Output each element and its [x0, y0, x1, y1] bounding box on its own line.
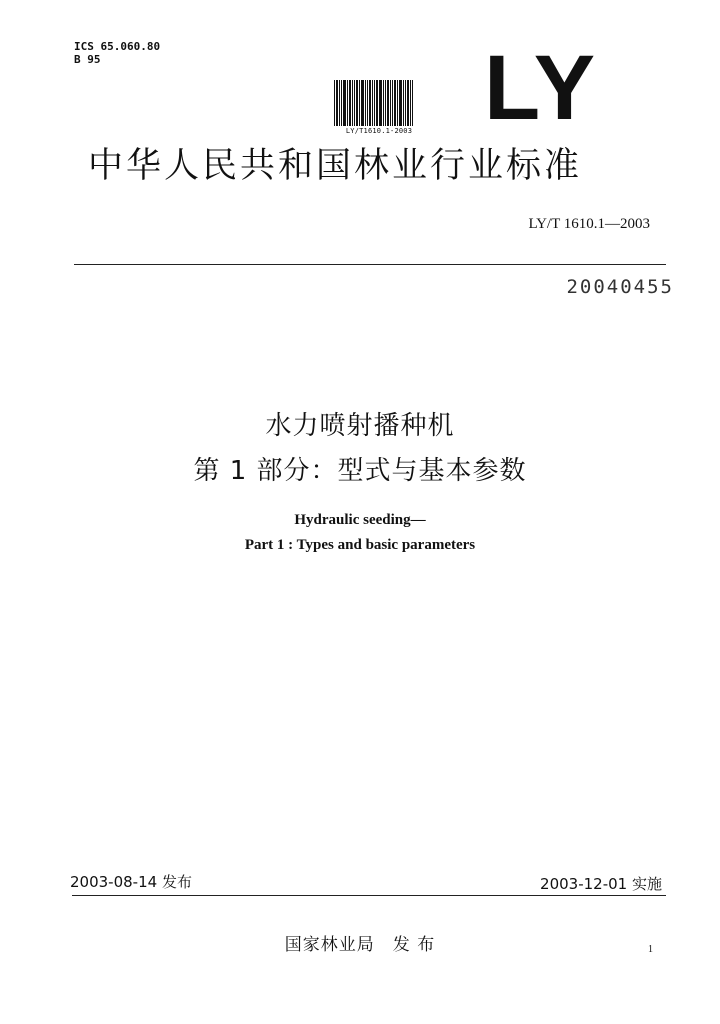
barcode — [334, 80, 424, 135]
footer-divider — [72, 895, 666, 896]
page-number: 1 — [648, 944, 653, 955]
publisher-action: 发 布 — [392, 935, 436, 955]
title-chinese-line1: 水力喷射播种机 — [265, 411, 455, 441]
standard-name: 中华人民共和国林业行业标准 — [88, 146, 583, 186]
ly-logo: LY — [484, 37, 598, 139]
barcode-icon — [334, 80, 424, 126]
header-divider — [74, 264, 666, 265]
barcode-text: LY/T1610.1-2003 — [345, 127, 413, 135]
publisher-name: 国家林业局 — [284, 935, 375, 955]
title-english-line1: Hydraulic seeding— — [294, 512, 426, 528]
ccs-code: B 95 — [74, 53, 101, 66]
standard-code: LY/T 1610.1—2003 — [528, 216, 650, 232]
issue-date: 2003-08-14 发布 — [70, 873, 192, 891]
ics-code: ICS 65.060.80 — [74, 40, 161, 53]
implementation-date: 2003-12-01 实施 — [540, 875, 662, 893]
record-number: 20040455 — [566, 276, 674, 298]
title-english-line2: Part 1 : Types and basic parameters — [244, 537, 476, 553]
classification-codes — [74, 40, 160, 66]
title-chinese-line2: 第 1 部分：型式与基本参数 — [193, 456, 527, 486]
publisher-line — [0, 930, 720, 955]
